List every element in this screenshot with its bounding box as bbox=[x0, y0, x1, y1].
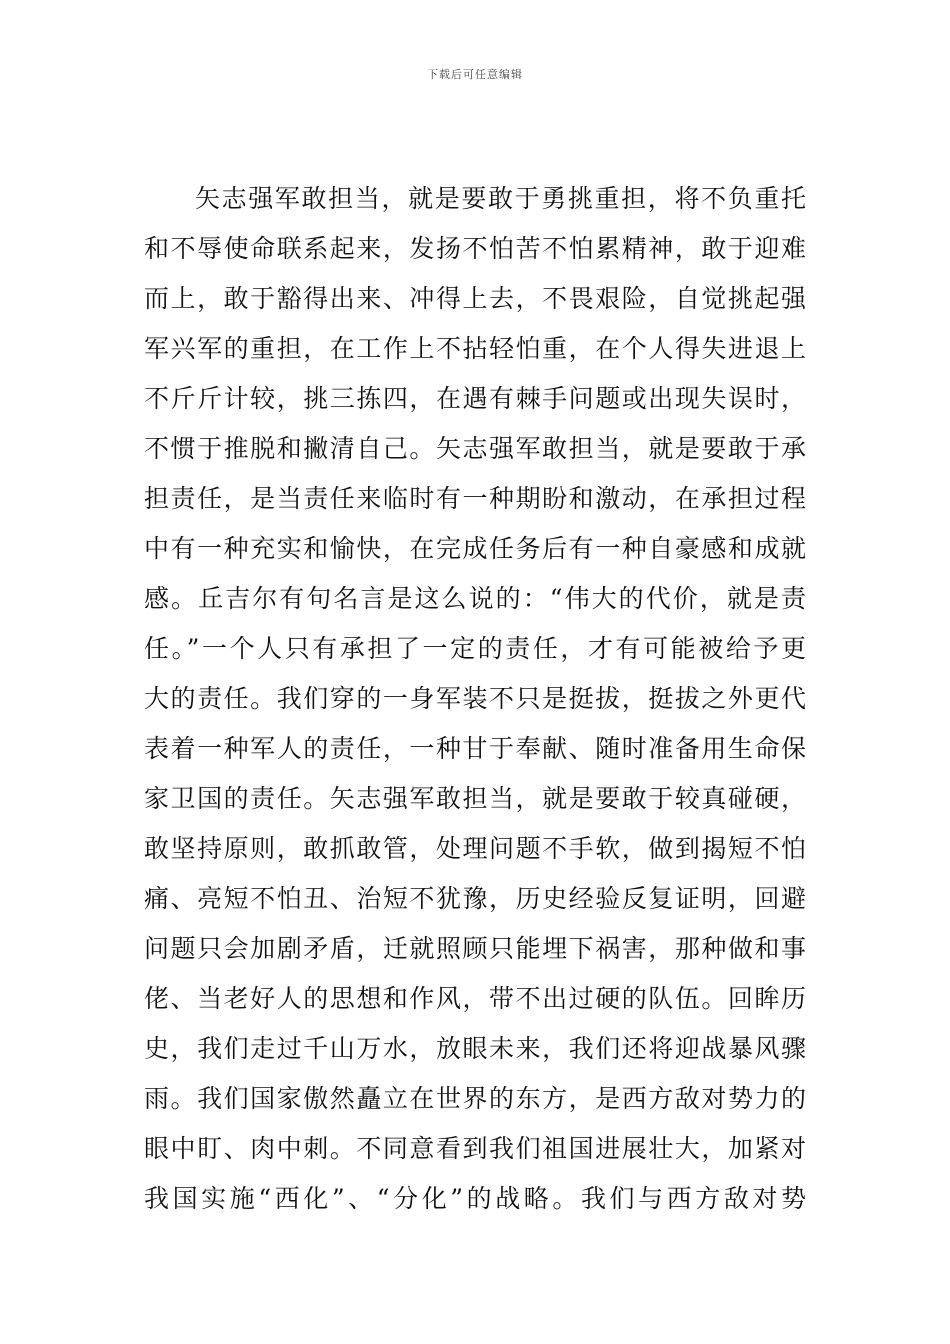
text-line: 我国实施“西化”、“分化”的战略。我们与西方敌对势 bbox=[144, 1184, 806, 1213]
text-line: 大的责任。我们穿的一身军装不只是挺拔，挺拔之外更代 bbox=[144, 684, 806, 713]
text-line: 眼中盯、肉中刺。不同意看到我们祖国进展壮大，加紧对 bbox=[144, 1134, 806, 1163]
text-line: 担责任，是当责任来临时有一种期盼和激动，在承担过程 bbox=[144, 484, 806, 513]
body-paragraph bbox=[144, 174, 806, 1224]
text-line: 家卫国的责任。矢志强军敢担当，就是要敢于较真碰硬， bbox=[144, 784, 806, 813]
text-line: 不斤斤计较，挑三拣四，在遇有棘手问题或出现失误时， bbox=[144, 384, 806, 413]
text-line: 雨。我们国家傲然矗立在世界的东方，是西方敌对势力的 bbox=[144, 1084, 806, 1113]
text-line: 而上，敢于豁得出来、冲得上去，不畏艰险，自觉挑起强 bbox=[144, 284, 806, 313]
text-line: 任。”一个人只有承担了一定的责任，才有可能被给予更 bbox=[144, 634, 806, 663]
text-line: 表着一种军人的责任，一种甘于奉献、随时准备用生命保 bbox=[144, 734, 806, 763]
text-line: 矢志强军敢担当，就是要敢于勇挑重担，将不负重托 bbox=[195, 184, 806, 213]
text-line: 感。丘吉尔有句名言是这么说的：“伟大的代价，就是责 bbox=[144, 584, 806, 613]
page-header-note: 下载后可任意编辑 bbox=[427, 68, 523, 81]
text-line: 和不辱使命联系起来，发扬不怕苦不怕累精神，敢于迎难 bbox=[144, 234, 806, 263]
text-line: 佬、当老好人的思想和作风，带不出过硬的队伍。回眸历 bbox=[144, 984, 806, 1013]
text-line: 问题只会加剧矛盾，迁就照顾只能埋下祸害，那种做和事 bbox=[144, 934, 806, 963]
text-line: 痛、亮短不怕丑、治短不犹豫，历史经验反复证明，回避 bbox=[144, 884, 806, 913]
text-line: 中有一种充实和愉快，在完成任务后有一种自豪感和成就 bbox=[144, 534, 806, 563]
text-line: 敢坚持原则，敢抓敢管，处理问题不手软，做到揭短不怕 bbox=[144, 834, 806, 863]
text-line: 史，我们走过千山万水，放眼未来，我们还将迎战暴风骤 bbox=[144, 1034, 806, 1063]
text-line: 不惯于推脱和撇清自己。矢志强军敢担当，就是要敢于承 bbox=[144, 434, 806, 463]
text-line: 军兴军的重担，在工作上不拈轻怕重，在个人得失进退上 bbox=[144, 334, 806, 363]
